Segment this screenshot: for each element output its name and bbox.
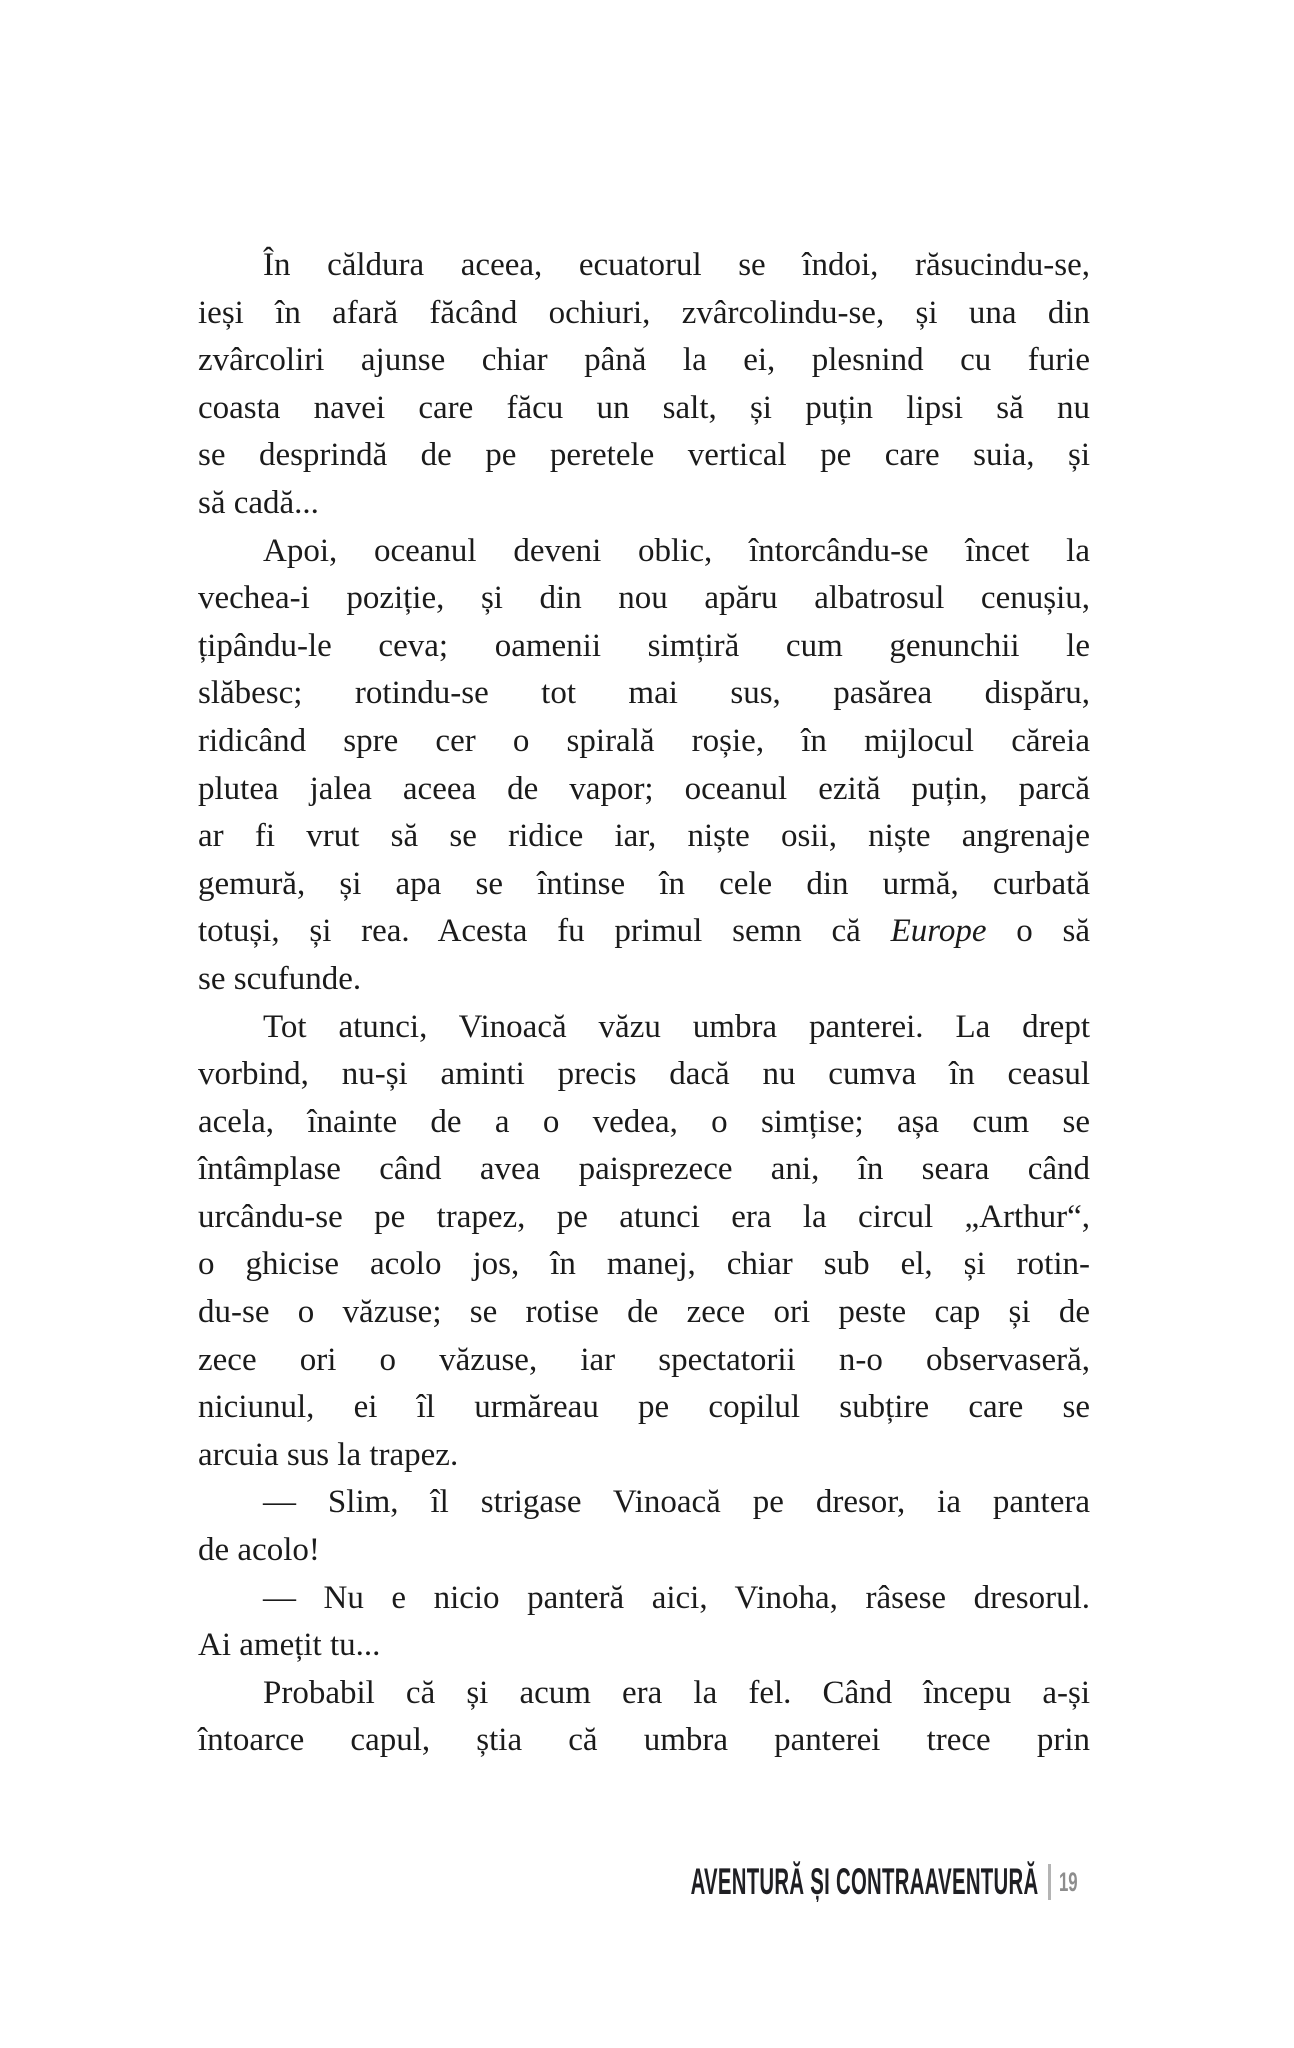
text-line: ar fi vrut să se ridice iar, niște osii, niște angrenaje — [198, 818, 1090, 855]
text-line: Probabil că și acum era la fel. Când începu a-și — [263, 1674, 1090, 1711]
text-line: niciunul, ei îl urmăreau pe copilul subțire care se — [198, 1389, 1090, 1426]
text-line: ieși în afară făcând ochiuri, zvârcolindu-se, și una din — [198, 294, 1090, 331]
text-line: — Slim, îl strigase Vinoacă pe dresor, ia pantera — [263, 1484, 1090, 1521]
text-line: urcându-se pe trapez, pe atunci era la circul „Arthur“, — [198, 1198, 1090, 1235]
text-segment: totuși, și rea. Acesta fu primul semn că — [198, 913, 891, 950]
text-line: plutea jalea aceea de vapor; oceanul ezită puțin, parcă — [198, 770, 1090, 807]
text-line — [198, 908, 1090, 956]
text-line: vorbind, nu-și aminti precis dacă nu cumva în ceasul — [198, 1056, 1090, 1093]
text-line: zvârcoliri ajunse chiar până la ei, plesnind cu furie — [198, 342, 1090, 379]
text-line: du-se o văzuse; se rotise de zece ori peste cap și de — [198, 1294, 1090, 1331]
text-line: o ghicise acolo jos, în manej, chiar sub el, și rotin- — [198, 1246, 1090, 1283]
text-line: ridicând spre cer o spirală roșie, în mijlocul căreia — [198, 722, 1090, 759]
running-footer — [406, 1862, 1089, 1902]
text-line: se desprindă de pe peretele vertical pe care suia, și — [198, 437, 1090, 474]
text-line: — Nu e nicio panteră aici, Vinoha, râsese dresorul. — [263, 1579, 1090, 1616]
text-line: întâmplase când avea paisprezece ani, în seara când — [198, 1151, 1090, 1188]
text-line: întoarce capul, știa că umbra panterei trece prin — [198, 1722, 1090, 1759]
text-line: zece ori o văzuse, iar spectatorii n-o observaseră, — [198, 1341, 1090, 1378]
text-line: să cadă... — [198, 484, 319, 521]
text-line: arcuia sus la trapez. — [198, 1436, 459, 1473]
text-line: vechea-i poziție, și din nou apăru albatrosul cenușiu, — [198, 580, 1090, 617]
text-line: În căldura aceea, ecuatorul se îndoi, răsucindu-se, — [263, 247, 1090, 283]
text-line: Tot atunci, Vinoacă văzu umbra panterei. La drept — [263, 1008, 1090, 1045]
book-title: AVENTURĂ ȘI CONTRAAVENTURĂ — [690, 1861, 1038, 1902]
footer-divider — [1048, 1864, 1051, 1900]
text-segment: o să — [986, 913, 1090, 950]
text-line: acela, înainte de a o vedea, o simțise; așa cum se — [198, 1103, 1090, 1140]
text-line: gemură, și apa se întinse în cele din urmă, curbată — [198, 865, 1090, 902]
page-number: 19 — [1059, 1866, 1078, 1897]
text-line: coasta navei care făcu un salt, și puțin lipsi să nu — [198, 389, 1090, 426]
text-line: de acolo! — [198, 1532, 320, 1569]
ship-name-italic: Europe — [890, 913, 987, 950]
text-line: Apoi, oceanul deveni oblic, întorcându-se încet la — [263, 532, 1090, 569]
text-line: țipându-le ceva; oamenii simțiră cum genunchii le — [198, 627, 1090, 664]
body-text — [198, 242, 1090, 1765]
text-line: Ai amețit tu... — [198, 1627, 381, 1664]
text-line: slăbesc; rotindu-se tot mai sus, pasărea dispăru, — [198, 675, 1090, 712]
text-line: se scufunde. — [198, 960, 362, 997]
